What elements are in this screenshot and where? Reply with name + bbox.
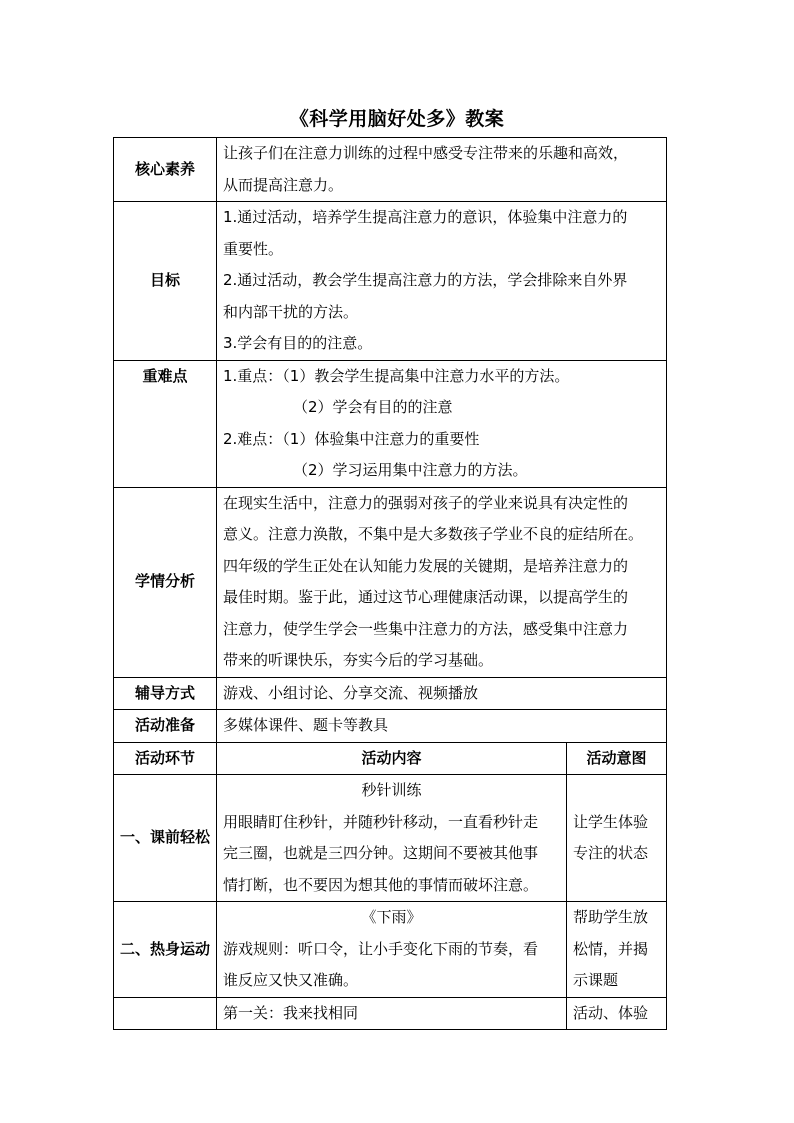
row-activity-exercise xyxy=(114,902,667,998)
text-line: 让学生体验 xyxy=(573,812,649,831)
text-line: 松情，并揭 xyxy=(573,939,649,958)
header-content: 活动内容 xyxy=(217,742,567,775)
header-stage: 活动环节 xyxy=(114,742,217,775)
text-line: 1.通过活动，培养学生提高注意力的意识，体验集中注意力的 xyxy=(223,208,628,226)
text-line: 带来的听课快乐，夯实今后的学习基础。 xyxy=(223,651,494,669)
text-line: 注意力，使学生学会一些集中注意力的方法，感受集中注意力 xyxy=(223,619,629,638)
activity-content-title: 秒针训练 xyxy=(361,781,422,799)
text-line: 从而提高注意力。 xyxy=(223,175,344,194)
label-key-points: 重难点 xyxy=(114,360,217,487)
activity-content xyxy=(217,997,567,1030)
row-guidance-method xyxy=(114,677,667,710)
text-line: 完三圈，也就是三四分钟。这期间不要被其他事 xyxy=(223,844,539,862)
row-activity-header xyxy=(114,742,667,775)
text-line: 帮助学生放 xyxy=(573,908,649,926)
row-activity-warmup xyxy=(114,775,667,902)
activity-intent xyxy=(567,997,667,1030)
label-activity-prep: 活动准备 xyxy=(114,710,217,743)
text-line: 重要性。 xyxy=(223,239,284,258)
text-line: 四年级的学生正处在认知能力发展的关键期，是培养注意力的 xyxy=(223,556,629,575)
cell-key-points xyxy=(217,360,667,487)
activity-intent xyxy=(567,902,667,998)
row-goals xyxy=(114,202,667,361)
text-line: 意义。注意力涣散，不集中是大多数孩子学业不良的症结所在。 xyxy=(223,525,644,543)
text-line: 专注的状态 xyxy=(573,844,649,862)
text-line: （2）学习运用集中注意力的方法。 xyxy=(293,461,528,479)
activity-content xyxy=(217,902,567,998)
text-line: （2）学会有目的的注意 xyxy=(293,398,453,416)
activity-stage: 一、课前轻松 xyxy=(114,775,217,902)
cell-student-analysis xyxy=(217,487,667,677)
cell-goals xyxy=(217,202,667,361)
text-line: 游戏规则：听口令，让小手变化下雨的节奏，看 xyxy=(223,939,539,958)
text-line: 3.学会有目的的注意。 xyxy=(223,334,373,352)
label-guidance-method: 辅导方式 xyxy=(114,677,217,710)
text-line: 示课题 xyxy=(573,971,619,989)
document-title: 《科学用脑好处多》教案 xyxy=(289,108,505,130)
text-line: 2.难点：（1）体验集中注意力的重要性 xyxy=(223,429,480,448)
text-line: 2.通过活动，教会学生提高注意力的方法，学会排除来自外界 xyxy=(223,271,628,289)
activity-stage: 二、热身运动 xyxy=(114,902,217,998)
header-intent: 活动意图 xyxy=(567,742,667,775)
label-student-analysis: 学情分析 xyxy=(114,487,217,677)
text-line: 谁反应又快又准确。 xyxy=(223,971,359,989)
text-line: 在现实生活中，注意力的强弱对孩子的学业来说具有决定性的 xyxy=(223,493,629,512)
row-activity-prep xyxy=(114,710,667,743)
row-core-literacy xyxy=(114,138,667,202)
text-line: 最佳时期。鉴于此，通过这节心理健康活动课，以提高学生的 xyxy=(223,588,629,606)
activity-content-title: 《下雨》 xyxy=(361,908,422,926)
activity-intent xyxy=(567,775,667,902)
cell-activity-prep: 多媒体课件、题卡等教具 xyxy=(217,710,667,743)
text-line: 和内部干扰的方法。 xyxy=(223,302,359,321)
text-line: 活动、体验 xyxy=(573,1003,649,1022)
cell-core-literacy xyxy=(217,138,667,202)
cell-guidance-method: 游戏、小组讨论、分享交流、视频播放 xyxy=(217,677,667,710)
row-student-analysis xyxy=(114,487,667,677)
text-line: 用眼睛盯住秒针，并随秒针移动，一直看秒针走 xyxy=(223,812,539,831)
label-core-literacy: 核心素养 xyxy=(114,138,217,202)
text-line: 1.重点：（1）教会学生提高集中注意力水平的方法。 xyxy=(223,366,570,385)
text-line: 第一关：我来找相同 xyxy=(223,1003,359,1022)
row-activity-level-one xyxy=(114,997,667,1030)
activity-stage xyxy=(114,997,217,1030)
text-line: 情打断，也不要因为想其他的事情而破坏注意。 xyxy=(223,875,539,894)
text-line: 让孩子们在注意力训练的过程中感受专注带来的乐趣和高效， xyxy=(223,144,629,162)
row-key-points xyxy=(114,360,667,487)
activity-content xyxy=(217,775,567,902)
lesson-plan-table xyxy=(113,137,667,1030)
label-goals: 目标 xyxy=(114,202,217,361)
